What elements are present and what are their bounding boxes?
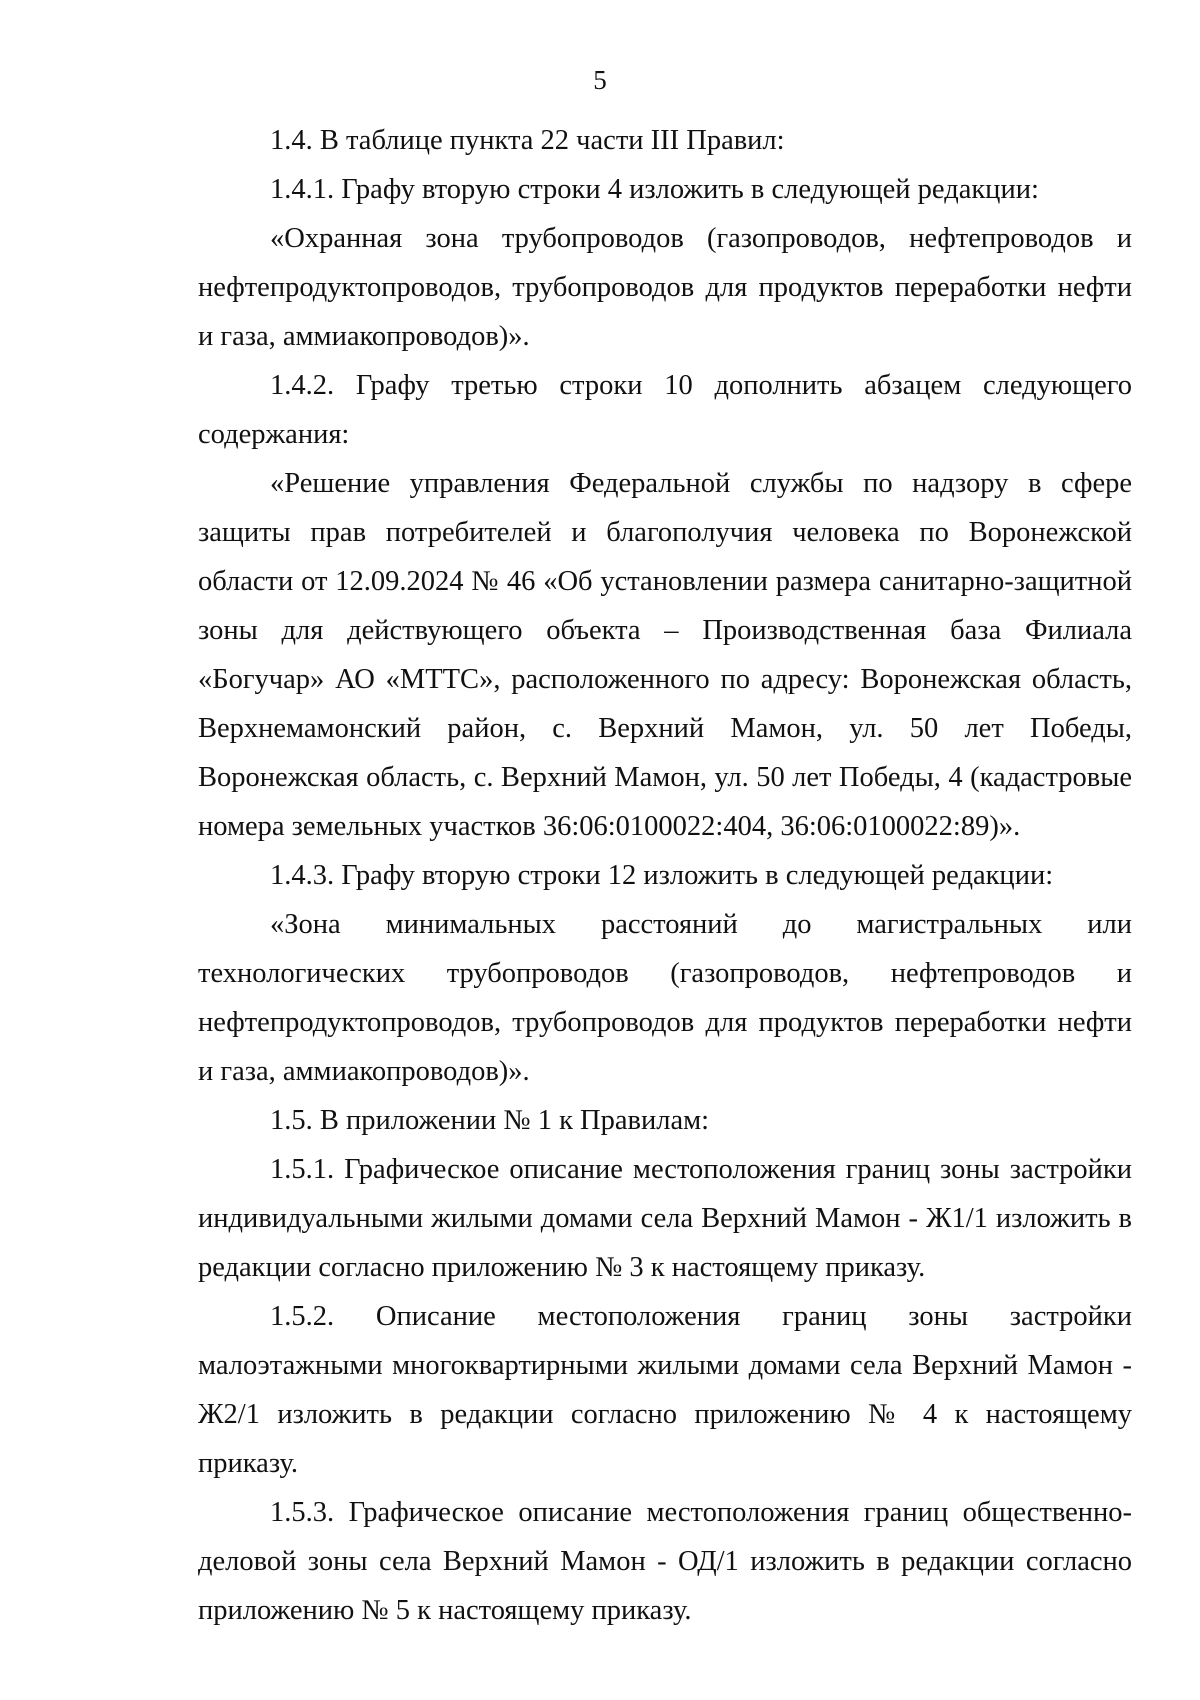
paragraph-1-4-1: 1.4.1. Графу вторую строки 4 изложить в следующей редакции: [270, 174, 1039, 205]
quote-pipeline-protection-zone: «Охранная зона трубопроводов (газопроводов, нефтепроводов и нефтепродуктопроводов, трубопроводов для продуктов переработки нефти и газа, аммиакопроводов)». [198, 223, 1132, 352]
document-body [198, 116, 1132, 1635]
paragraph-1-4-3: 1.4.3. Графу вторую строки 12 изложить в следующей редакции: [270, 860, 1054, 891]
paragraph-1-5-1: 1.5.1. Графическое описание местоположения границ зоны застройки индивидуальными жилыми домами села Верхний Мамон - Ж1/1 изложить в редакции согласно приложению № 3 к настоящему приказу. [198, 1154, 1132, 1283]
paragraph-1-5-3: 1.5.3. Графическое описание местоположения границ общественно-деловой зоны села Верхний Мамон - ОД/1 изложить в редакции согласно приложению № 5 к настоящему приказу. [198, 1497, 1132, 1626]
quote-minimum-distance-zone: «Зона минимальных расстояний до магистральных или технологических трубопроводов (газопроводов, нефтепроводов и нефтепродуктопроводов, трубопроводов для продуктов переработки нефти и газа, аммиакопроводов)». [198, 909, 1132, 1087]
page-number: 5 [593, 65, 607, 95]
paragraph-1-4: 1.4. В таблице пункта 22 части III Правил: [270, 125, 785, 156]
paragraph-1-5: 1.5. В приложении № 1 к Правилам: [270, 1105, 710, 1136]
paragraph-1-5-2: 1.5.2. Описание местоположения границ зоны застройки малоэтажными многоквартирными жилыми домами села Верхний Мамон - Ж2/1 изложить в редакции согласно приложению № 4 к настоящему приказу. [198, 1301, 1132, 1479]
paragraph-1-4-2: 1.4.2. Графу третью строки 10 дополнить абзацем следующего содержания: [198, 370, 1132, 450]
quote-sanitary-zone-decision: «Решение управления Федеральной службы по надзору в сфере защиты прав потребителей и благополучия человека по Воронежской области от 12.09.2024 № 46 «Об установлении размера санитарно-защитной зоны для действующего объекта – Производственная база Филиала «Богучар» АО «МТТС», расположенного по адресу: Воронежская область, Верхнемамонский район, с. Верхний Мамон, ул. 50 лет Победы, Воронежская область, с. Верхний Мамон, ул. 50 лет Победы, 4 (кадастровые номера земельных участков 36:06:0100022:404, 36:06:0100022:89)». [198, 468, 1132, 842]
